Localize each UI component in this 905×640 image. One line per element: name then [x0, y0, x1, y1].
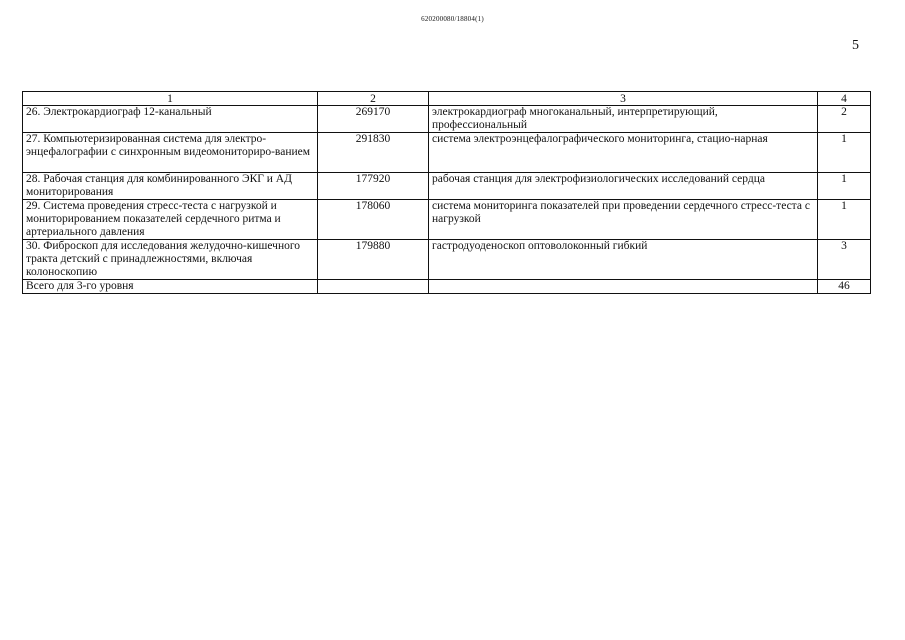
total-empty-cell	[318, 280, 429, 294]
table-row	[23, 200, 871, 240]
equipment-code-cell: 177920	[318, 173, 429, 200]
equipment-table	[22, 91, 871, 294]
equipment-code-cell: 291830	[318, 133, 429, 173]
table-row	[23, 173, 871, 200]
table-header-row	[23, 92, 871, 106]
equipment-description-cell: электрокардиограф многоканальный, интерпретирующий, профессиональный	[429, 106, 818, 133]
equipment-quantity-cell: 1	[818, 133, 871, 173]
total-label: Всего для 3-го уровня	[23, 280, 318, 294]
equipment-code-cell: 179880	[318, 240, 429, 280]
equipment-name-cell: 29. Система проведения стресс-теста с нагрузкой и мониторированием показателей сердечного ритма и артериального давления	[23, 200, 318, 240]
column-header-2: 2	[318, 92, 429, 106]
equipment-code-cell: 178060	[318, 200, 429, 240]
equipment-quantity-cell: 2	[818, 106, 871, 133]
table-row	[23, 106, 871, 133]
equipment-name-cell: 30. Фиброскоп для исследования желудочно-кишечного тракта детский с принадлежностями, включая колоноскопию	[23, 240, 318, 280]
table-row	[23, 133, 871, 173]
equipment-quantity-cell: 3	[818, 240, 871, 280]
document-id: 620200080/18804(1)	[421, 15, 484, 23]
equipment-description-cell: гастродуоденоскоп оптоволоконный гибкий	[429, 240, 818, 280]
total-quantity: 46	[818, 280, 871, 294]
equipment-description-cell: система электроэнцефалографического мониторинга, стацио-нарная	[429, 133, 818, 173]
equipment-name-cell: 26. Электрокардиограф 12-канальный	[23, 106, 318, 133]
total-row	[23, 280, 871, 294]
column-header-4: 4	[818, 92, 871, 106]
page-number: 5	[852, 38, 859, 53]
equipment-code-cell: 269170	[318, 106, 429, 133]
equipment-description-cell: рабочая станция для электрофизиологических исследований сердца	[429, 173, 818, 200]
total-empty-cell	[429, 280, 818, 294]
column-header-1: 1	[23, 92, 318, 106]
equipment-name-cell: 28. Рабочая станция для комбинированного ЭКГ и АД мониторирования	[23, 173, 318, 200]
column-header-3: 3	[429, 92, 818, 106]
equipment-quantity-cell: 1	[818, 200, 871, 240]
equipment-description-cell: система мониторинга показателей при проведении сердечного стресс-теста с нагрузкой	[429, 200, 818, 240]
equipment-name-cell: 27. Компьютеризированная система для электро-энцефалографии с синхронным видеомониториро-ванием	[23, 133, 318, 173]
table-row	[23, 240, 871, 280]
equipment-quantity-cell: 1	[818, 173, 871, 200]
